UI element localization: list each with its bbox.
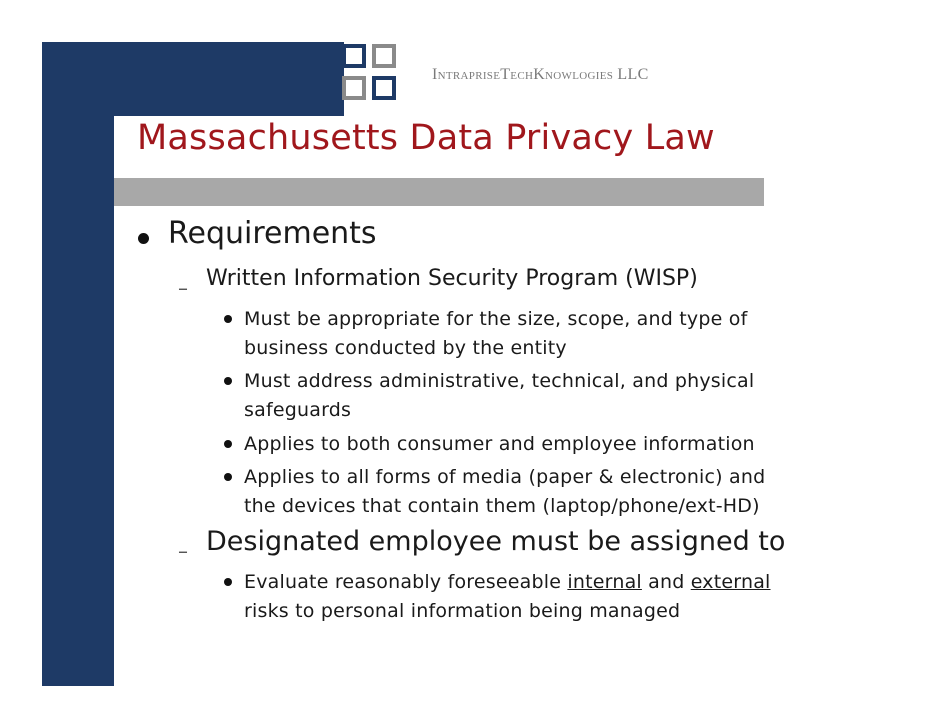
level1-requirements: Requirements [168, 216, 377, 251]
designated-item-and: and [641, 571, 691, 593]
bullet-icon [224, 578, 232, 586]
designated-item-line-1 [244, 568, 771, 597]
bullet-icon [224, 315, 232, 323]
external-term: external [690, 571, 771, 593]
designated-item-prefix: Evaluate reasonably foreseeable [244, 571, 568, 593]
bullet-icon [138, 233, 149, 244]
dash-marker: – [178, 276, 188, 300]
wisp-item-3-line-1: Applies to both consumer and employee information [244, 433, 755, 455]
designated-heading: Designated employee must be assigned to [206, 526, 786, 557]
internal-term: internal [567, 571, 642, 593]
wisp-item-4-line-2: the devices that contain them (laptop/phone/ext-HD) [244, 495, 760, 517]
wisp-item-2-line-2: safeguards [244, 399, 352, 421]
wisp-item-4-line-1: Applies to all forms of media (paper & electronic) and [244, 466, 766, 488]
wisp-item-2-line-1: Must address administrative, technical, and physical [244, 370, 755, 392]
wisp-item-1-line-1: Must be appropriate for the size, scope, and type of [244, 308, 748, 330]
dash-marker: – [178, 539, 188, 563]
designated-item-line-2: risks to personal information being managed [244, 600, 681, 622]
wisp-item-1-line-2: business conducted by the entity [244, 337, 567, 359]
bullet-icon [224, 473, 232, 481]
slide-title: Massachusetts Data Privacy Law [137, 118, 715, 158]
company-name: IntrapriseTechKnowlogies LLC [432, 66, 649, 83]
wisp-heading: Written Information Security Program (WISP) [206, 266, 698, 291]
bullet-icon [224, 377, 232, 385]
bullet-icon [224, 440, 232, 448]
